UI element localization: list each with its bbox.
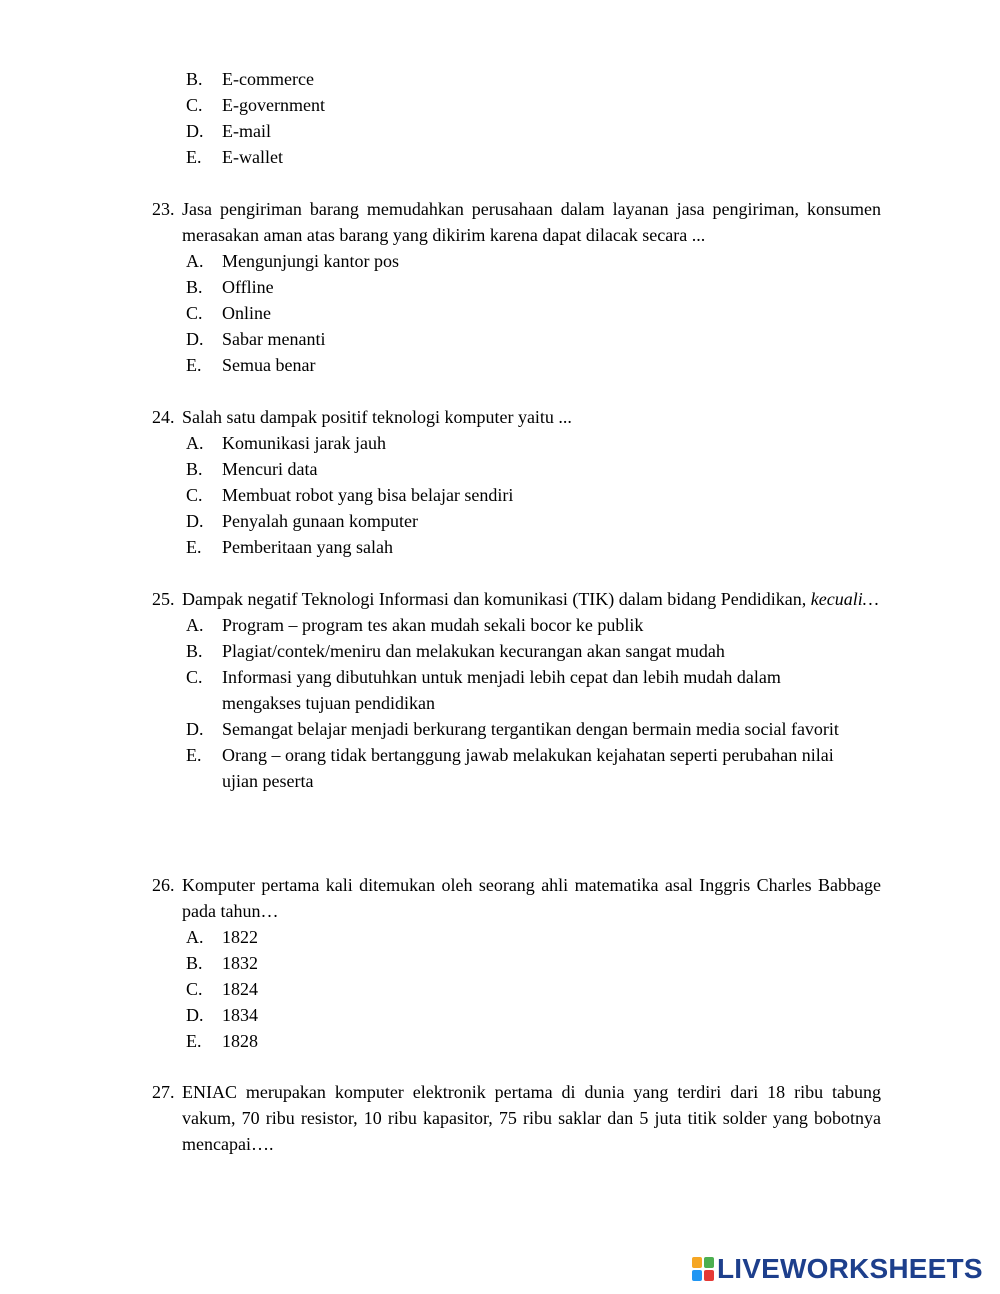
option[interactable] — [0, 144, 1000, 170]
option-text: Offline — [222, 277, 274, 297]
option-letter: E. — [186, 745, 202, 765]
question-24 — [0, 404, 1000, 560]
option-text: Komunikasi jarak jauh — [222, 433, 386, 453]
question-number: 24. — [152, 407, 175, 427]
logo-tile — [692, 1270, 702, 1281]
option-letter: A. — [186, 927, 204, 947]
option-letter: D. — [186, 121, 204, 141]
option-text: Orang – orang tidak bertanggung jawab melakukan kejahatan seperti perubahan nilai ujian peserta — [222, 745, 834, 791]
question-text: Jasa pengiriman barang memudahkan perusahaan dalam layanan jasa pengiriman, konsumen merasakan aman atas barang yang dikirim karena dapat dilacak secara ... — [182, 199, 881, 245]
option-text: E-wallet — [222, 147, 283, 167]
option[interactable] — [0, 976, 1000, 1002]
continued-options-q22 — [0, 66, 1000, 170]
option[interactable] — [0, 248, 1000, 274]
option-letter: C. — [186, 303, 203, 323]
question-27 — [0, 1079, 1000, 1157]
option[interactable] — [0, 508, 1000, 534]
logo-text: LIVEWORKSHEETS — [717, 1253, 983, 1284]
option-text: E-mail — [222, 121, 271, 141]
question-text: Komputer pertama kali ditemukan oleh seorang ahli matematika asal Inggris Charles Babbage pada tahun… — [182, 875, 881, 921]
option-letter: A. — [186, 433, 204, 453]
option-letter: C. — [186, 979, 203, 999]
option[interactable] — [0, 456, 1000, 482]
option-letter: B. — [186, 953, 203, 973]
option-letter: D. — [186, 511, 204, 531]
question-text-main: Dampak negatif Teknologi Informasi dan komunikasi (TIK) dalam bidang Pendidikan, — [182, 589, 807, 609]
question-23 — [0, 196, 1000, 378]
option-letter: E. — [186, 1031, 202, 1051]
logo-tiles-icon — [692, 1257, 714, 1281]
option-letter: A. — [186, 615, 204, 635]
option-text: E-commerce — [222, 69, 314, 89]
option-letter: C. — [186, 667, 203, 687]
option-letter: D. — [186, 329, 204, 349]
option[interactable] — [0, 326, 1000, 352]
question-25 — [0, 586, 1000, 794]
question-number: 27. — [152, 1082, 175, 1102]
option-text: Mencuri data — [222, 459, 318, 479]
option-text: Mengunjungi kantor pos — [222, 251, 399, 271]
option[interactable] — [0, 1002, 1000, 1028]
option[interactable] — [0, 352, 1000, 378]
option[interactable] — [0, 482, 1000, 508]
option-text: 1824 — [222, 979, 258, 999]
question-number: 25. — [152, 589, 175, 609]
option-letter: C. — [186, 485, 203, 505]
option[interactable] — [0, 118, 1000, 144]
option-text: 1822 — [222, 927, 258, 947]
option[interactable] — [0, 1028, 1000, 1054]
option-letter: B. — [186, 277, 203, 297]
option-letter: B. — [186, 459, 203, 479]
option-text: Membuat robot yang bisa belajar sendiri — [222, 485, 514, 505]
option[interactable] — [0, 430, 1000, 456]
option-text: Online — [222, 303, 271, 323]
question-text: ENIAC merupakan komputer elektronik pertama di dunia yang terdiri dari 18 ribu tabung vakum, 70 ribu resistor, 10 ribu kapasitor, 75 ribu saklar dan 5 juta titik solder yang bobotnya mencapai…. — [182, 1082, 881, 1154]
option[interactable] — [0, 716, 1000, 742]
option-letter: E. — [186, 355, 202, 375]
option[interactable] — [0, 742, 1000, 794]
option-letter: D. — [186, 1005, 204, 1025]
logo-tile — [692, 1257, 702, 1268]
option-text: Informasi yang dibutuhkan untuk menjadi lebih cepat dan lebih mudah dalam mengakses tujuan pendidikan — [222, 667, 781, 713]
option-text: 1828 — [222, 1031, 258, 1051]
option[interactable] — [0, 274, 1000, 300]
option-letter: D. — [186, 719, 204, 739]
option-text: Pemberitaan yang salah — [222, 537, 393, 557]
question-number: 23. — [152, 199, 175, 219]
option-letter: A. — [186, 251, 204, 271]
option-text: E-government — [222, 95, 325, 115]
option[interactable] — [0, 300, 1000, 326]
option-text: Semua benar — [222, 355, 316, 375]
question-number: 26. — [152, 875, 175, 895]
option[interactable] — [0, 664, 1000, 716]
option-text: Plagiat/contek/meniru dan melakukan kecurangan akan sangat mudah — [222, 641, 725, 661]
logo-tile — [704, 1270, 714, 1281]
option-letter: B. — [186, 641, 203, 661]
option[interactable] — [0, 92, 1000, 118]
option[interactable] — [0, 612, 1000, 638]
option[interactable] — [0, 638, 1000, 664]
option-letter: E. — [186, 147, 202, 167]
option-text: Program – program tes akan mudah sekali bocor ke publik — [222, 615, 644, 635]
option[interactable] — [0, 534, 1000, 560]
option[interactable] — [0, 66, 1000, 92]
question-text: Salah satu dampak positif teknologi komputer yaitu ... — [182, 407, 572, 427]
option-letter: C. — [186, 95, 203, 115]
option-letter: B. — [186, 69, 203, 89]
option-text: 1834 — [222, 1005, 258, 1025]
option-text: 1832 — [222, 953, 258, 973]
option-text: Penyalah gunaan komputer — [222, 511, 418, 531]
liveworksheets-logo — [692, 1253, 983, 1285]
option-text: Sabar menanti — [222, 329, 326, 349]
question-text-italic: kecuali… — [810, 589, 879, 609]
option[interactable] — [0, 924, 1000, 950]
question-text — [182, 586, 881, 612]
question-26 — [0, 872, 1000, 1054]
option-letter: E. — [186, 537, 202, 557]
logo-tile — [704, 1257, 714, 1268]
option[interactable] — [0, 950, 1000, 976]
option-text: Semangat belajar menjadi berkurang tergantikan dengan bermain media social favorit — [222, 719, 839, 739]
